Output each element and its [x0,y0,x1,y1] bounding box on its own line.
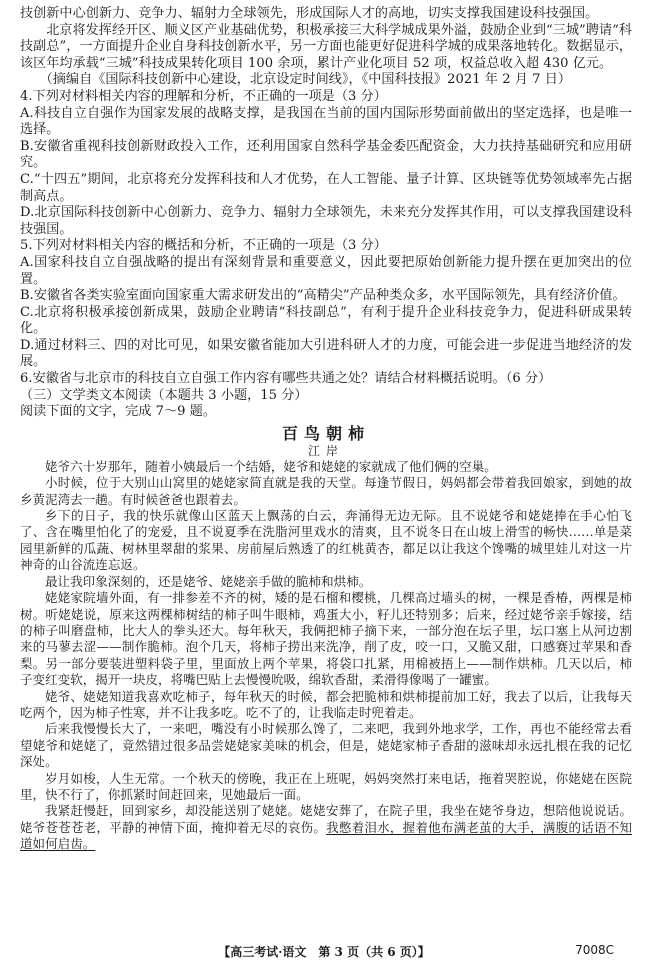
story-paragraph: 岁月如梭，人生无常。一个秋天的傍晚，我正在上班呢，妈妈突然打来电话，拖着哭腔说，你姥姥在医院里，快不行了，你抓紧时间赶回来，见她最后一面。 [20,770,632,802]
footer-page-info: 【高三考试·语文 第 3 页（共 6 页）】 [218,945,430,959]
question-4-option-d: D.北京国际科技创新中心创新力、竞争力、辐射力全球领先，未来充分发挥其作用，可以支撑我国建设科技强国。 [20,205,632,237]
question-5-option-d: D.通过材料三、四的对比可见，如果安徽省能加大引进科研人才的力度，可能会进一步促进当地经济的发展。 [20,337,632,370]
footer-exam-code: 7008C [575,943,614,957]
question-4-stem: 4.下列对材料相关内容的理解和分析，不正确的一项是（3 分） [20,88,387,104]
passage-paragraph: 北京将发挥经开区、顺义区产业基础优势，积极承接三大科学城成果外溢，鼓励企业到“三城”聘请“科技副总”，一方面提升企业自身科技创新水平，另一方面也能更好促进科学城的成果落地转化。数据显示，该区年均承载“三城”科技成果转化项目 100 余项，累计产业化项目 52 项，权益总收入超 430 亿元。 [20,22,632,71]
underlined-sentence: 我憋着泪水，握着他布满老茧的大手，满腹的话语不知道如何启齿。 [20,819,633,852]
story-paragraph: 乡下的日子，我的快乐就像山区蓝天上飘荡的白云，奔涌得无边无际。且不说姥爷和姥姥捧在手心怕飞了、含在嘴里怕化了的宠爱，且不说夏季在洗脂河里戏水的清爽，且不说冬日在山坡上滑雪的畅快……单是菜园里新鲜的瓜蔬、树林里翠甜的浆果、房前屋后熟透了的红桃黄杏，都足以让我这个馋嘴的城里娃儿对这一片神奇的山谷流连忘返。 [20,508,632,573]
question-4-option-b: B.安徽省重视科技创新财政投入工作，还利用国家自然科学基金委匹配资金，大力扶持基础研究和应用研究。 [20,138,632,171]
question-4-option-c: C.“十四五”期间，北京将充分发挥科技和人才优势，在人工智能、量子计算、区块链等优势领域率先占据制高点。 [20,171,632,204]
page-footer [0,941,648,961]
story-paragraph-last [20,803,632,852]
story-paragraph: 姥爷六十岁那年，随着小姨最后一个结婚，姥爷和姥姥的家就成了他们俩的空巢。 [45,458,497,474]
question-6-stem: 6.安徽省与北京市的科技自立自强工作内容有哪些共通之处？请结合材料概括说明。（6 分） [20,371,552,387]
story-paragraph: 最让我印象深刻的，还是姥爷、姥姥亲手做的脆柿和烘柿。 [45,573,372,589]
story-paragraph: 小时候，位于大别山山窝里的姥姥家简直就是我的天堂。每逢节假日，妈妈都会带着我回娘家，到她的故乡黄泥湾去一趟。有时候爸爸也跟着去。 [20,475,632,507]
page-content [20,6,632,853]
story-paragraph: 姥爷、姥姥知道我喜欢吃柿子，每年秋天的时候，都会把脆柿和烘柿提前加工好，我去了以后，让我每天吃两个，因为柿子性寒，并不让我多吃。吃不了的，让我临走时兜着走。 [20,688,632,720]
story-paragraph: 姥姥家院墙外面，有一排参差不齐的树，矮的是石榴和樱桃，几棵高过墙头的树，一棵是香椿，两棵是柿树。听姥姥说，原来这两棵柿树结的柿子叫牛眼柿，鸡蛋大小，籽儿还特别多；后来，经过姥爷亲手嫁接，结的柿子叫磨盘柿，比大人的拳头还大。每年秋天，我俩把柿子摘下来，一部分泡在坛子里，坛口塞上从河边割来的马蓼去涩——制作脆柿。泡个几天，将柿子捞出来洗净，削了皮，咬一口，又脆又甜，口感赛过苹果和香梨。另一部分要装进塑料袋子里，里面放上两个苹果，将袋口扎紧，用棉被捂上——制作烘柿。几天以后，柿子变红变软，揭开一块皮，将嘴巴贴上去慢慢吮吸，绵软香甜，柔滑得像喝了一罐蜜。 [20,590,632,688]
question-5-option-c: C.北京将积极承接创新成果，鼓励企业聘请“科技副总”，有利于提升企业科技竞争力，促进科研成果转化。 [20,304,632,337]
section-heading: （三）文学类文本阅读（本题共 3 小题，15 分） [20,387,308,403]
question-5-option-a: A.国家科技自立自强战略的提出有深刻背景和重要意义，因此要把原始创新能力提升摆在更加突出的位置。 [20,254,632,287]
source-citation: （摘编自《国际科技创新中心建设，北京设定时间线》，《中国科技报》2021 年 2 月 7 日） [39,72,572,88]
passage-continuation: 技创新中心创新力、竞争力、辐射力全球领先，形成国际人才的高地，切实支撑我国建设科技强国。 [20,6,599,21]
question-4-option-a: A.科技自立自强作为国家发展的战略支撑，是我国在当前的国内国际形势面前做出的坚定选择，也是唯一选择。 [20,105,632,138]
story-author: 江岸 [307,443,344,458]
story-paragraph: 后来我慢慢长大了，一来吧，嘴没有小时候那么馋了，二来吧，我到外地求学，工作，再也不能经常去看望姥爷和姥姥了，竟然错过很多品尝姥姥家美味的机会，但是，姥姥家柿子香甜的滋味却永远扎根在我的记忆深处。 [20,721,632,770]
section-instruction: 阅读下面的文字，完成 7～9 题。 [20,404,217,420]
story-body [20,459,632,853]
story-paragraph-text: 我紧赶慢赶，回到家乡，却没能送别了姥姥。姥姥安葬了，在院子里，我坐在姥爷身边，想陪他说说话。姥爷苍苍苍老，平静的神情下面，掩抑着无尽的哀伤。 [20,803,632,835]
question-5-option-b: B.安徽省各类实验室面向国家重大需求研发出的“高精尖”产品种类众多，水平国际领先，具有经济价值。 [20,288,626,304]
question-5-stem: 5.下列对材料相关内容的概括和分析，不正确的一项是（3 分） [20,238,387,254]
story-title: 百鸟朝柿 [281,423,370,443]
